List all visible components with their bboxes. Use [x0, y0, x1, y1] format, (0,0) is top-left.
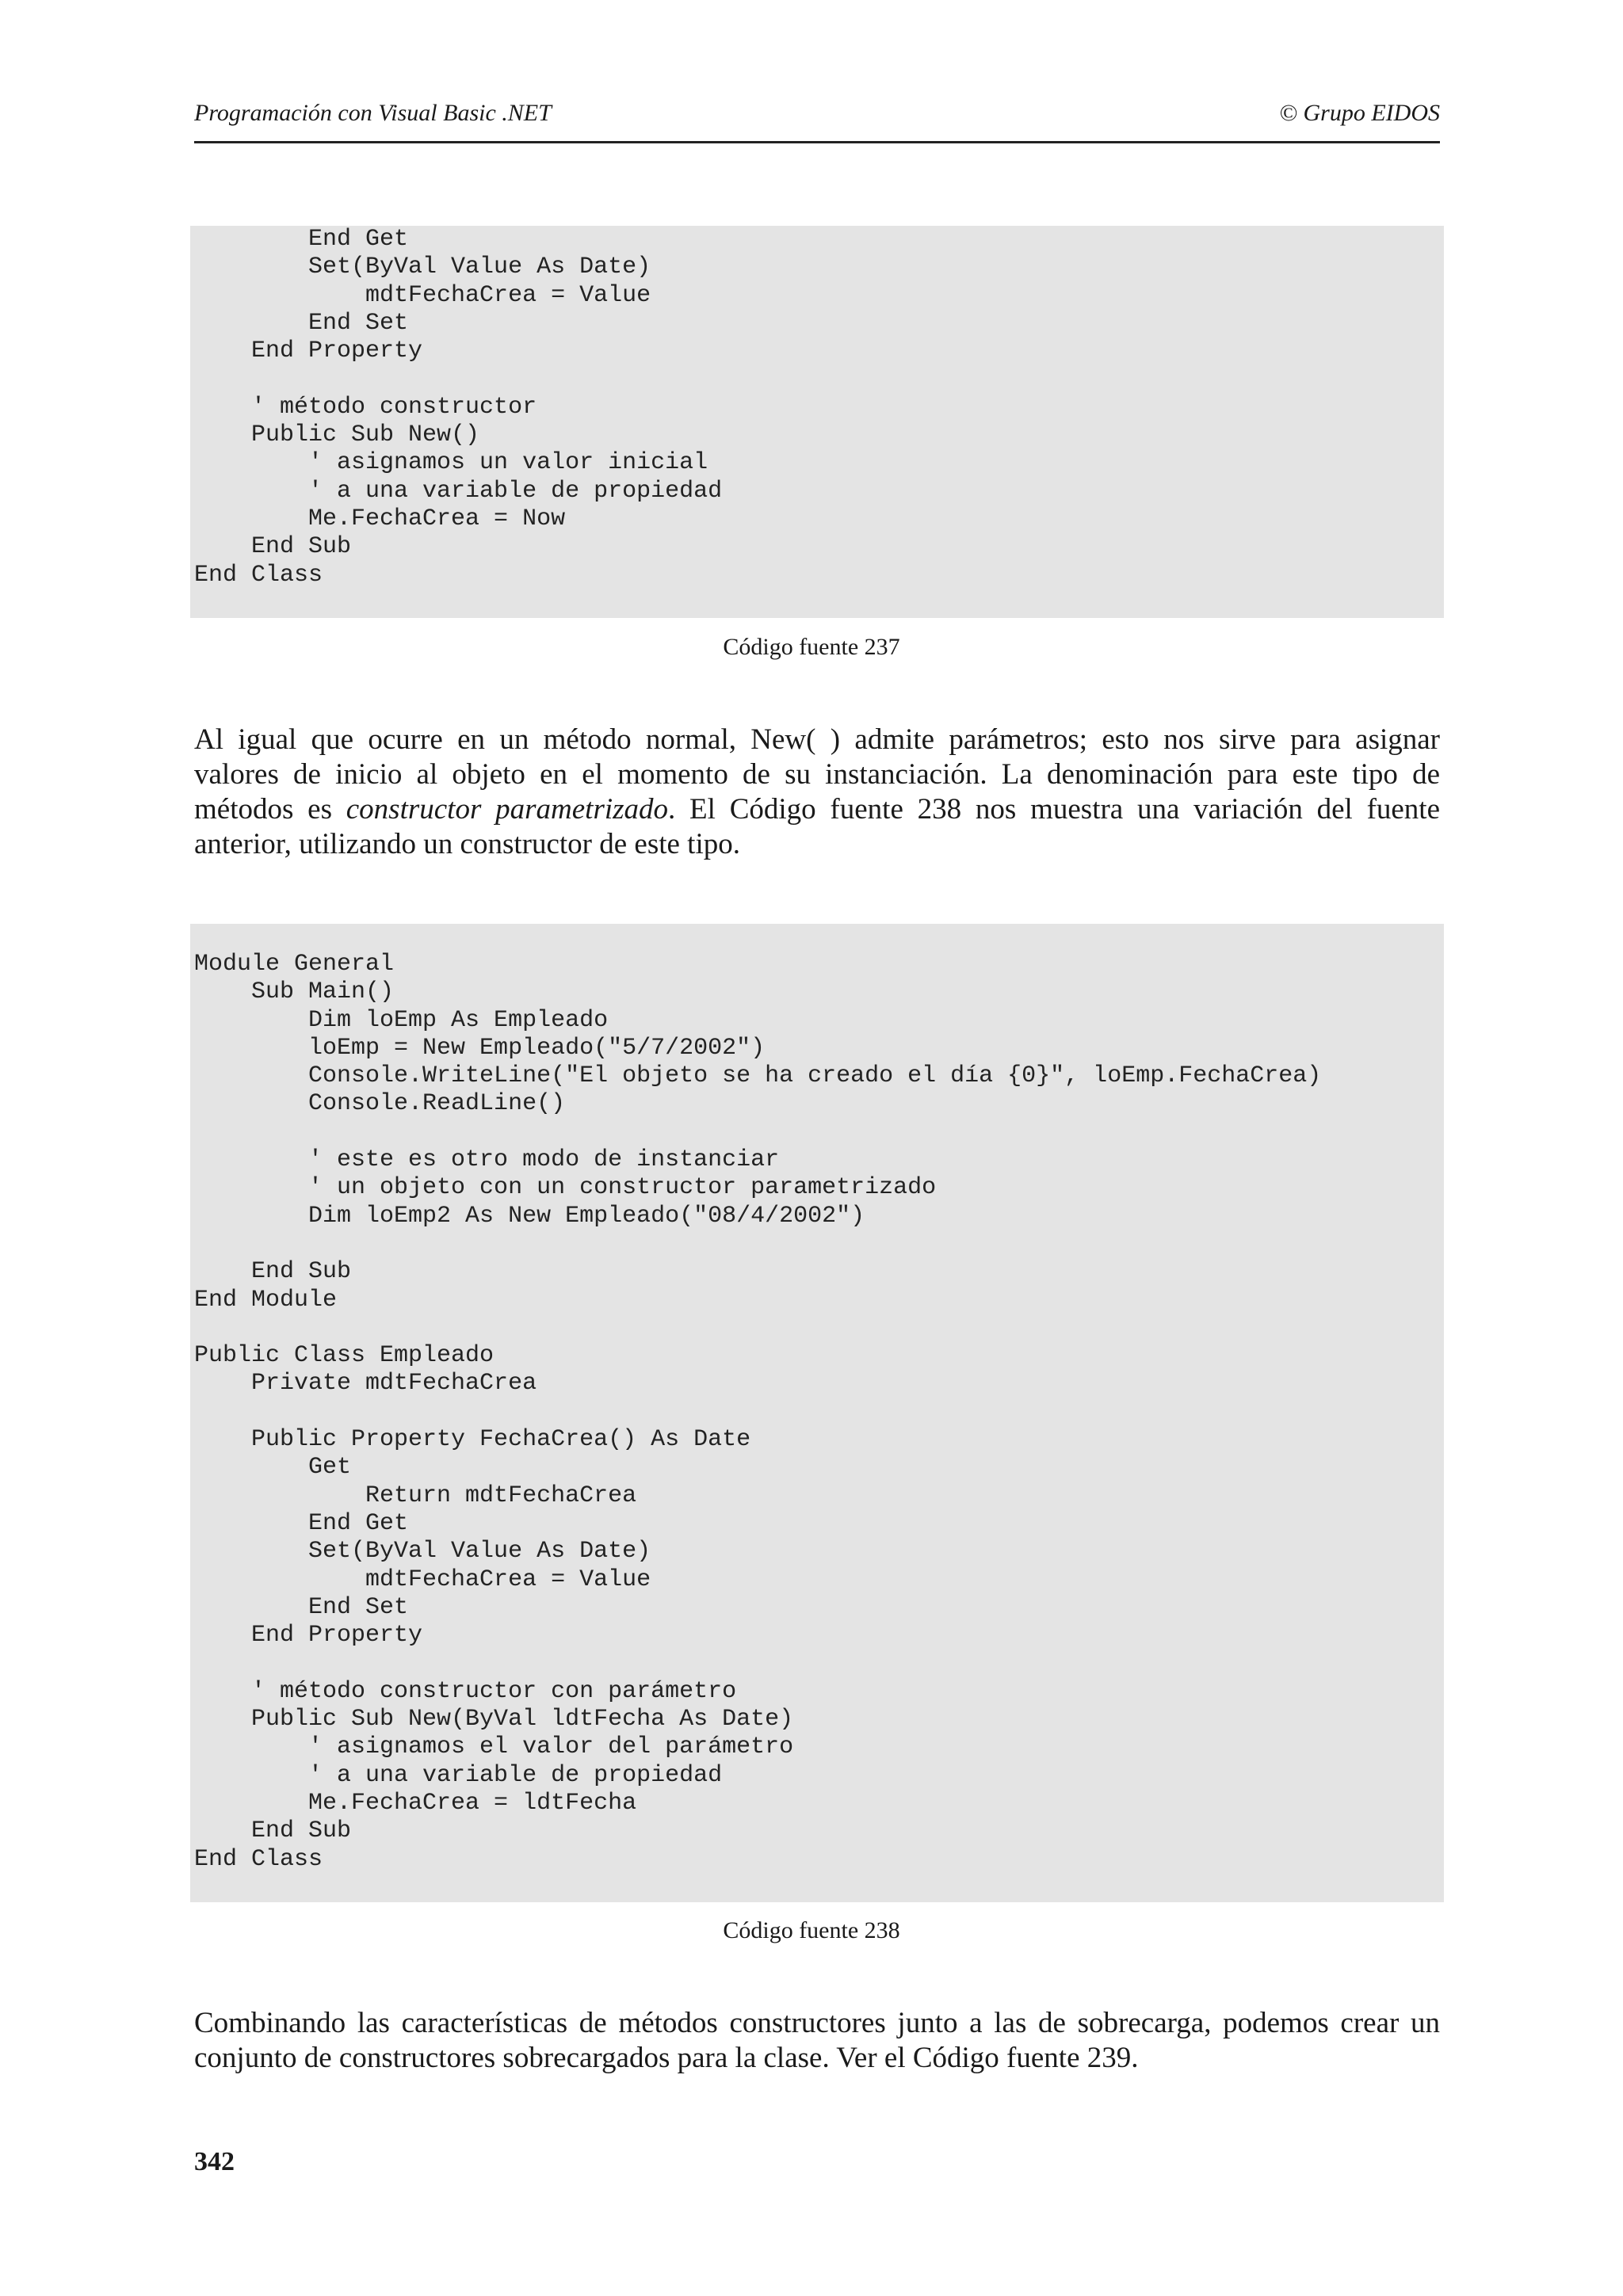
code-line: ' asignamos el valor del parámetro: [194, 1733, 794, 1761]
code-block-237: [190, 226, 1444, 618]
code-line: End Property: [194, 338, 423, 365]
code-line: mdtFechaCrea = Value: [194, 281, 651, 309]
code-line: End Module: [194, 1286, 338, 1314]
paragraph-line: conjunto de constructores sobrecargados para la clase. Ver el Código fuente 239.: [194, 2042, 1139, 2074]
code-line: Console.WriteLine("El objeto se ha creado el día {0}", loEmp.FechaCrea): [194, 1062, 1322, 1090]
code-block-238: [190, 924, 1444, 1902]
code-line: End Class: [194, 1845, 323, 1873]
caption-code-238: Código fuente 238: [723, 1917, 900, 1943]
copyright-notice: © Grupo EIDOS: [1279, 100, 1440, 126]
code-line: [194, 1314, 1444, 1342]
emphasis-term: constructor parametrizado: [346, 793, 669, 826]
paragraph-line: Combinando las características de métodos constructores junto a las de sobrecarga, podemos crear un: [194, 2007, 1440, 2039]
code-line: End Sub: [194, 1258, 352, 1286]
code-line: Return mdtFechaCrea: [194, 1482, 637, 1509]
code-line: Private mdtFechaCrea: [194, 1370, 537, 1398]
paragraph-line: Al igual que ocurre en un método normal, New( ) admite parámetros; esto nos sirve para asignar: [194, 723, 1440, 756]
code-line: Get: [194, 1454, 352, 1482]
code-line: mdtFechaCrea = Value: [194, 1566, 651, 1593]
code-line: ' un objeto con un constructor parametrizado: [194, 1174, 937, 1202]
code-line: ' a una variable de propiedad: [194, 477, 723, 505]
code-line: Dim loEmp2 As New Empleado("08/4/2002"): [194, 1202, 865, 1230]
paragraph-line: valores de inicio al objeto en el momento de su instanciación. La denominación para este tipo de: [194, 758, 1440, 791]
code-line: Public Sub New(): [194, 421, 480, 449]
code-line: Me.FechaCrea = Now: [194, 505, 566, 532]
code-line: End Sub: [194, 533, 352, 561]
code-line: End Get: [194, 226, 409, 253]
code-line: End Property: [194, 1622, 423, 1650]
code-line: End Set: [194, 309, 409, 337]
code-line: Public Sub New(ByVal ldtFecha As Date): [194, 1706, 794, 1733]
code-line: End Get: [194, 1509, 409, 1537]
code-line: ' a una variable de propiedad: [194, 1761, 723, 1789]
code-line: Me.FechaCrea = ldtFecha: [194, 1789, 637, 1817]
code-line: Public Class Empleado: [194, 1342, 495, 1370]
code-line: Set(ByVal Value As Date): [194, 1538, 651, 1566]
code-line: [194, 365, 1444, 393]
code-line: Console.ReadLine(): [194, 1090, 566, 1118]
code-line: [194, 1119, 1444, 1146]
paragraph-line: métodos es constructor parametrizado. El Código fuente 238 nos muestra una variación del fuente: [194, 793, 1441, 826]
paragraph-line: anterior, utilizando un constructor de este tipo.: [194, 828, 740, 860]
code-line: ' método constructor con parámetro: [194, 1677, 737, 1705]
caption-code-237: Código fuente 237: [723, 634, 900, 660]
code-line: End Set: [194, 1593, 409, 1621]
code-line: End Sub: [194, 1817, 352, 1845]
code-line: Dim loEmp As Empleado: [194, 1006, 609, 1034]
code-line: Sub Main(): [194, 978, 395, 1006]
page-number: 342: [194, 2147, 235, 2176]
code-line: loEmp = New Empleado("5/7/2002"): [194, 1034, 766, 1062]
paragraph-overloaded-constructors: [194, 2006, 1440, 2076]
code-line: ' método constructor: [194, 393, 537, 421]
paragraph-parametrized-constructor: [194, 723, 1440, 862]
code-line: ' asignamos un valor inicial: [194, 449, 708, 477]
code-line: ' este es otro modo de instanciar: [194, 1146, 780, 1174]
code-line: Public Property FechaCrea() As Date: [194, 1426, 751, 1454]
code-line: [194, 1230, 1444, 1258]
code-line: [194, 1398, 1444, 1426]
book-title: Programación con Visual Basic .NET: [194, 100, 552, 126]
page-header: [194, 93, 1440, 143]
code-line: Module General: [194, 951, 395, 978]
code-line: End Class: [194, 561, 323, 589]
code-line: Set(ByVal Value As Date): [194, 254, 651, 281]
code-line: [194, 1650, 1444, 1677]
